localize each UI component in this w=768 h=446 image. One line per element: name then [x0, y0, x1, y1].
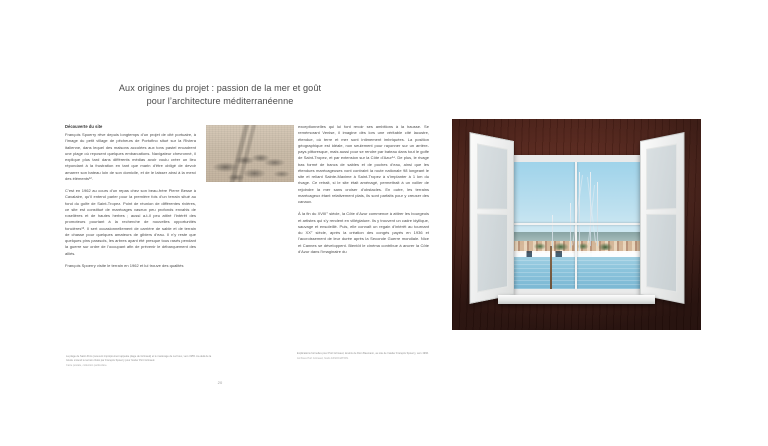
paragraph: François Spoerry visite le terrain en 1962 et lui trouve des qualités	[65, 262, 184, 268]
shutter-pane	[477, 143, 508, 209]
mooring-pole	[550, 246, 552, 289]
page-title	[64, 82, 376, 107]
paragraph: exceptionnelles qui lui font revoir ses ambitions à la hausse. Se remémorant Venise, il imagine dès lors une véritable cité lacustre, étendue, où terre et mer sont intimement imbriquées. La position géographique est idéale, non seulement pour rayonner sur un arrière-pays pittoresque, mais aussi pour se rendre par bateau dans tout le golfe de Saint-Tropez, et par extension sur la Côte d’Azur¹⁴. De plus, le rivage bas formé de bancs de sables et de poches d’eau, ainsi que les étendues marécageuses vont contraint la route nationale 98 longeant le site et reliant Sainte-Maxime à Saint-Tropez à s’implanter à 1 km du rivage. Ce retrait, si le site était aménagé, permettrait à un voilier de rejoindre la mer sans croiser d’obstacles. En outre, les terrains marécageux étant relativement plats, ils sont parfaits pour y creuser des canaux.	[298, 124, 429, 204]
section-kicker: Découverte du site	[65, 124, 103, 129]
window-view-port-grimaud-harbour	[452, 119, 701, 330]
shutter-pane	[477, 214, 508, 293]
text-column-right	[298, 124, 429, 346]
window-frame	[504, 155, 649, 300]
caption-aerial-photo	[66, 355, 216, 367]
caption-credit: Carte postale, collection particulière.	[66, 363, 108, 367]
aerial-photo-grain-overlay	[206, 125, 294, 182]
paragraph: À la fin du XVIII° siècle, la Côte d’Azur commence à attirer les bourgeois et artistes qui s’y rendent en villégiature. Ils y trouvent un cadre idyllique, sauvage et ensoleillé. Puis, elle connaît un regain d’intérêt au tournant du XX° siècle, après la création des congés payés en 1936 et l’accroissement de leur durée après la Seconde Guerre mondiale. Nice et Cannes se développent. Bientôt le cinéma contribue à ancrer la Côte d’Azur dans l’imaginaire du	[298, 211, 429, 254]
shutter-pane	[646, 143, 677, 209]
sailboat-mast	[570, 203, 571, 249]
sailboat-mast	[552, 215, 553, 248]
window-sill	[498, 295, 655, 304]
page-title-line-2: pour l’architecture méditerranéenne	[146, 95, 294, 106]
window-view-scene	[511, 162, 642, 289]
window-shutter-right[interactable]	[640, 132, 684, 304]
paragraph: François Spoerry rêve depuis longtemps d’un projet de cité portuaire, à l’image du petit village de pêcheurs de Portofino situé sur la Riviera italienne, dans lequel des maisons accolées aux tons pastel encadrent une plage où reposent quelques embarcations. Navigateur chevronné, il explique plus tard dans différents médias avoir voulu créer un lieu répondant à la frustration en tant que marin d’être obligé de devoir amarrer son bateau loin de son domicile, et de le laisser ainsi à la merci des éléments¹².	[65, 132, 196, 181]
window-mullion-vertical	[575, 162, 577, 289]
text-column-left	[65, 124, 196, 346]
window-shutter-left[interactable]	[470, 132, 514, 304]
window-mullion-horizontal	[511, 223, 642, 225]
page-title-line-1: Aux origines du projet : passion de la mer et goût	[118, 83, 322, 93]
sailboat-mast	[597, 182, 598, 246]
caption-credit: Archives Port Grimaud, fonds ASSOCIATION.	[297, 357, 349, 361]
aerial-photo-port-grimaud-site	[206, 125, 294, 182]
shutter-pane	[646, 214, 677, 293]
caption-text: La plage de Saint-Pons (souvent improprement appelée plage de Grimaud) et le marécage de La Foux, vers 1955. Au-delà de la Giscle s’étend le terrain choisi par François Spoerry pour fonder Port Grimaud.	[66, 355, 212, 362]
caption-window-photo	[297, 352, 447, 361]
caption-text: Explications formelles pour Port Grimaud, devinis de Dom Baumann, au site de l’atelier François Spoerry, vers 1966.	[297, 352, 429, 355]
page-number-folio: 20	[217, 380, 223, 385]
paragraph: C’est en 1962 au cours d’un repas chez son beau-frère Pierre Besse à Cavalaire, qu’il entend parler pour la première fois d’un terrain situé au fond du golfe de Saint-Tropez. Point de réunion de différentes rivières, ce site est constitué de marécages vaseux peu profonds envahis de roselières et de hautes herbes ; aussi a-t-il peu attiré l’intérêt des promoteurs pourtant à la recherche de nouvelles opportunités foncières¹³. Il sert occasionnellement de carrière de sable et de terrain de chasse pour quelques amateurs de gibiers d’eau. Il n’y reste que quelques pins parasols, les arbres ayant été presque tous rasés pendant la guerre sur ordre de l’occupant afin de prévenir le débarquement des alliés.	[65, 188, 196, 256]
